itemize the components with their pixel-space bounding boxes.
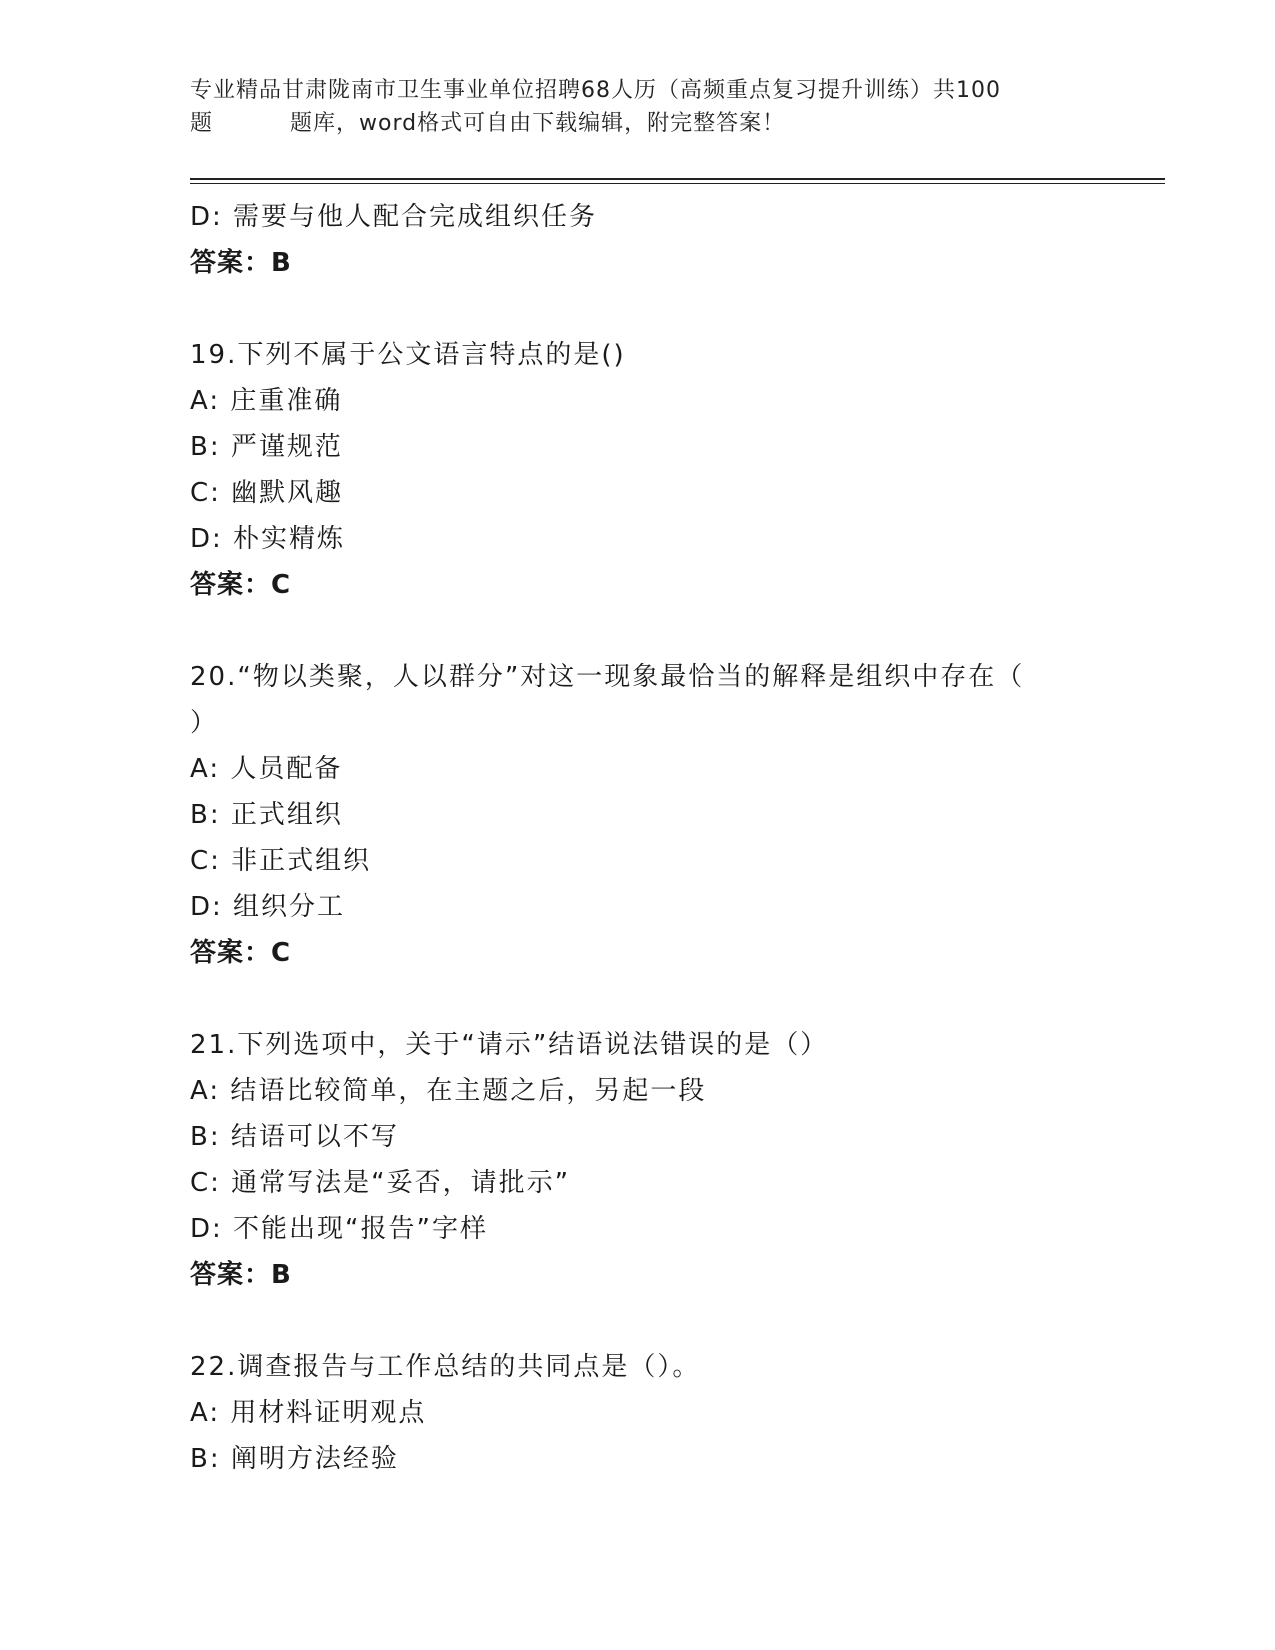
question-21	[190, 1022, 1150, 1298]
question-18-tail	[190, 194, 1150, 286]
question-22	[190, 1344, 1150, 1482]
option-d: D: 组织分工	[190, 892, 346, 922]
header-divider-thin	[190, 183, 1165, 184]
option-b: B: 正式组织	[190, 800, 343, 830]
question-19	[190, 332, 1150, 608]
option-c: C: 幽默风趣	[190, 478, 344, 508]
option-b: B: 严谨规范	[190, 432, 343, 462]
question-stem: 22.调查报告与工作总结的共同点是（）。	[190, 1352, 701, 1382]
question-stem: 19.下列不属于公文语言特点的是()	[190, 340, 626, 370]
option-d: D: 需要与他人配合完成组织任务	[190, 202, 598, 232]
question-stem-line-1: 20.“物以类聚，人以群分”对这一现象最恰当的解释是组织中存在（	[190, 662, 1025, 692]
option-d: D: 朴实精炼	[190, 524, 346, 554]
spacer	[190, 976, 1150, 1022]
option-b: B: 结语可以不写	[190, 1122, 399, 1152]
option-c: C: 非正式组织	[190, 846, 372, 876]
answer-label: 答案：C	[190, 938, 292, 968]
spacer	[190, 608, 1150, 654]
answer-label: 答案：B	[190, 1260, 292, 1290]
answer-label: 答案：C	[190, 570, 292, 600]
spacer	[190, 1298, 1150, 1344]
header-subtitle: 题库，word格式可自由下载编辑，附完整答案！	[290, 111, 786, 136]
option-b: B: 阐明方法经验	[190, 1444, 399, 1474]
header-title-line-1: 专业精品甘肃陇南市卫生事业单位招聘68人历（高频重点复习提升训练）共100	[190, 78, 1001, 103]
question-20	[190, 654, 1150, 976]
option-a: A: 用材料证明观点	[190, 1398, 427, 1428]
question-list	[190, 194, 1150, 1482]
question-stem-line-2: ）	[190, 708, 219, 738]
spacer	[190, 286, 1150, 332]
option-c: C: 通常写法是“妥否，请批示”	[190, 1168, 571, 1198]
option-d: D: 不能出现“报告”字样	[190, 1214, 488, 1244]
option-a: A: 庄重准确	[190, 386, 343, 416]
header-divider-thick	[190, 178, 1165, 180]
header-title-fragment: 题	[190, 111, 214, 136]
header-title-line-2	[190, 107, 1090, 140]
answer-label: 答案：B	[190, 248, 292, 278]
option-a: A: 结语比较简单，在主题之后，另起一段	[190, 1076, 707, 1106]
question-stem: 21.下列选项中，关于“请示”结语说法错误的是（）	[190, 1030, 829, 1060]
option-a: A: 人员配备	[190, 754, 343, 784]
document-header	[190, 74, 1090, 140]
